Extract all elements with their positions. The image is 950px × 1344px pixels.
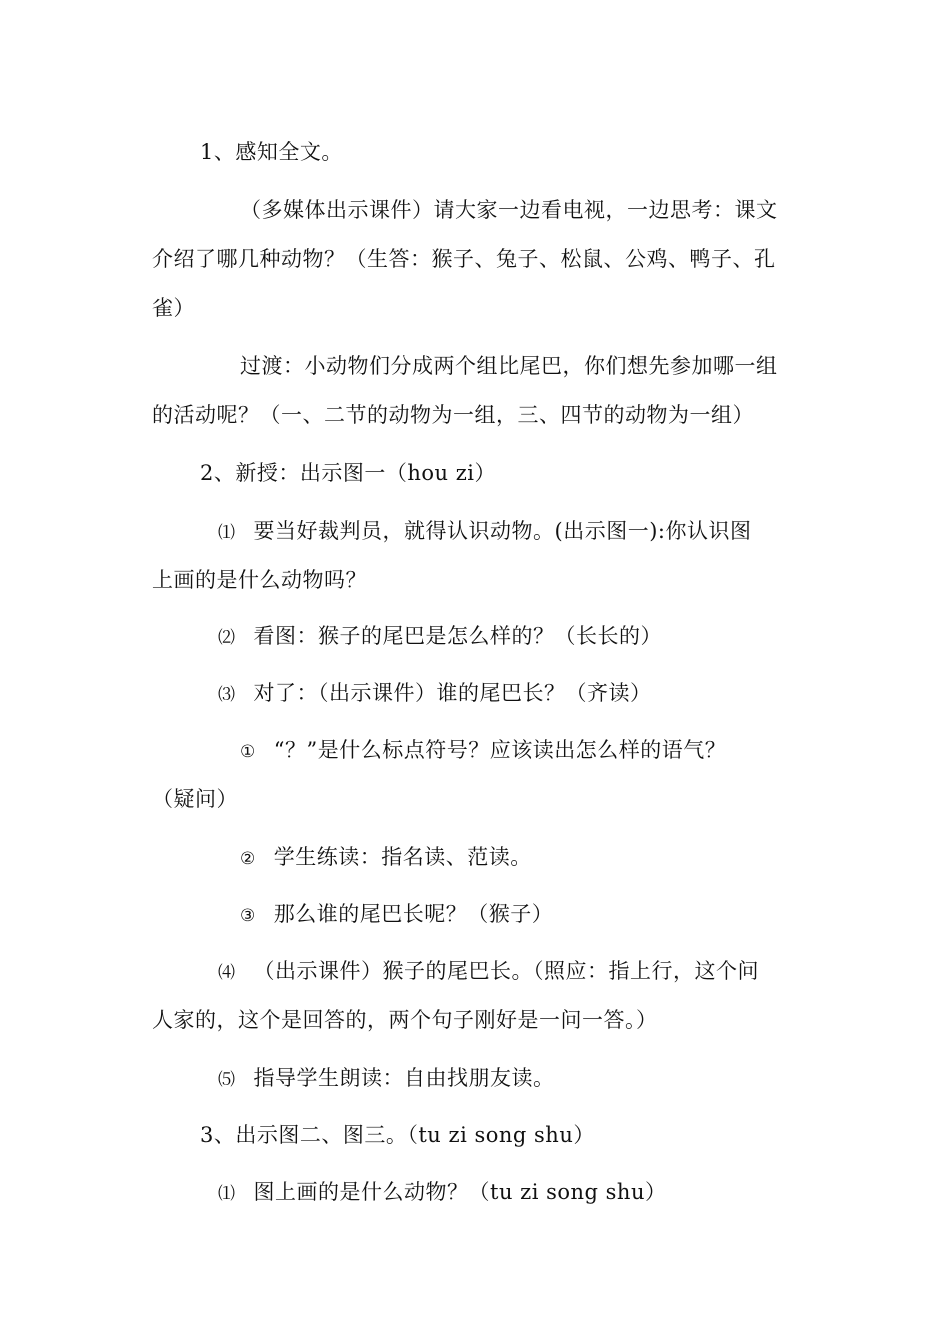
line-text: 看图：猴子的尾巴是怎么样的？（长长的） [253,624,662,648]
sub-item [240,736,726,766]
numbered-item [218,1178,666,1208]
item-marker: ⑸ [218,1070,236,1090]
line-text: 过渡：小动物们分成两个组比尾巴，你们想先参加哪一组 [240,354,778,378]
paragraph-line [152,1006,658,1034]
line-text: 介绍了哪几种动物？（生答：猴子、兔子、松鼠、公鸡、鸭子、孔 [152,247,776,271]
item-marker: ② [240,849,256,869]
item-marker: ③ [240,906,256,926]
paragraph-line [152,401,754,429]
item-marker: ⑶ [218,685,236,705]
line-text: 学生练读：指名读、范读。 [273,845,532,869]
line-text: 那么谁的尾巴长呢？（猴子） [273,902,554,926]
line-text: 人家的，这个是回答的，两个句子刚好是一问一答。） [152,1008,658,1032]
paragraph-line [152,785,238,813]
numbered-item [218,622,662,652]
item-marker: ⑵ [218,628,236,648]
numbered-item [218,679,652,709]
sub-item [240,900,553,930]
section-heading-2 [200,459,496,487]
line-text: （多媒体出示课件）请大家一边看电视，一边思考：课文 [240,198,778,222]
line-text: （疑问） [152,787,238,811]
section-heading-1 [200,138,343,166]
line-text: 2、新授：出示图一（hou zi） [200,461,497,485]
item-marker: ⑴ [218,523,236,543]
item-marker: ① [240,742,256,762]
line-text: （出示课件）猴子的尾巴长。（照应：指上行，这个问 [253,959,759,983]
item-marker: ⑴ [218,1184,236,1204]
paragraph-line [240,352,778,380]
numbered-item [218,1064,555,1094]
line-text: 上画的是什么动物吗？ [152,568,367,592]
line-text: 图上画的是什么动物？（tu zi song shu） [253,1180,667,1204]
paragraph-line [240,196,778,224]
numbered-item [218,957,759,987]
paragraph-line [152,245,776,273]
line-text: 雀） [152,296,195,320]
line-text: “？”是什么标点符号？应该读出怎么样的语气？ [273,738,727,762]
line-text: 的活动呢？（一、二节的动物为一组，三、四节的动物为一组） [152,403,754,427]
line-text: 对了：（出示课件）谁的尾巴长？（齐读） [253,681,652,705]
line-text: 3、出示图二、图三。（tu zi song shu） [200,1123,595,1147]
paragraph-line [152,566,367,594]
sub-item [240,843,532,873]
paragraph-line [152,294,195,322]
line-text: 指导学生朗读：自由找朋友读。 [253,1066,555,1090]
item-marker: ⑷ [218,963,236,983]
line-text: 1、感知全文。 [200,140,343,164]
numbered-item [218,517,751,547]
line-text: 要当好裁判员，就得认识动物。(出示图一):你认识图 [253,519,752,543]
section-heading-3 [200,1121,595,1149]
